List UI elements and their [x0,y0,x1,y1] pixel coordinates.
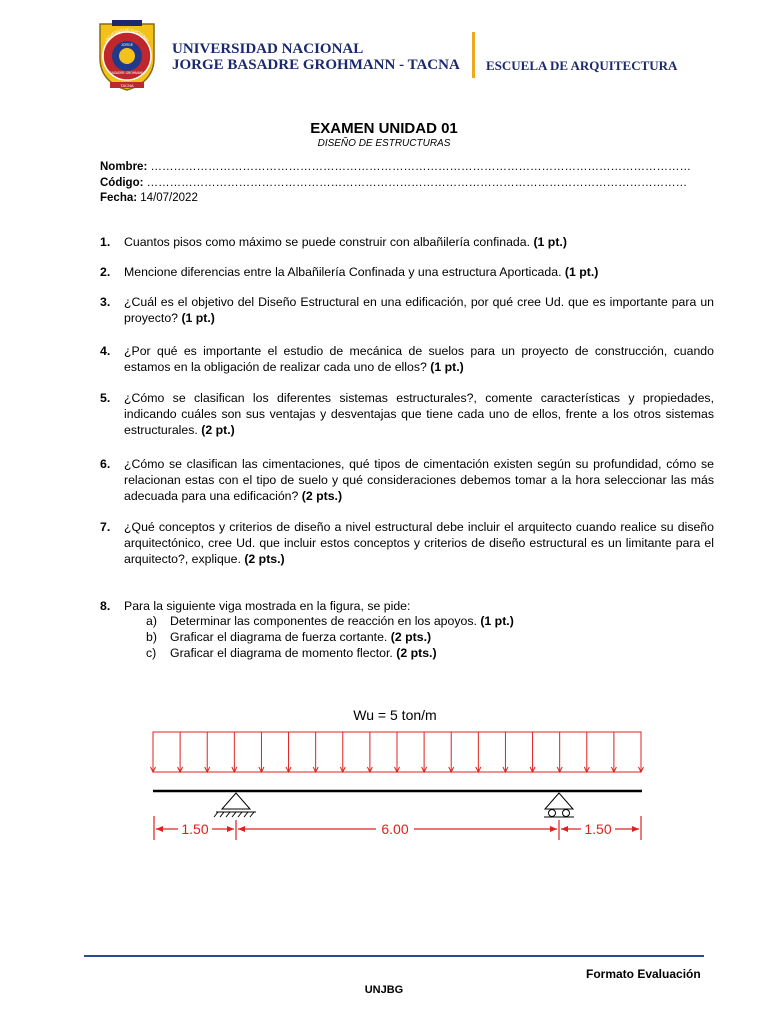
subitem-text: Determinar las componentes de reacción en los apoyos. [170,614,477,628]
question-text: Para la siguiente viga mostrada en la figura, se pide: [124,599,411,613]
dim-middle-label: 6.00 [381,821,409,837]
question-number: 8. [100,599,111,613]
question-number: 6. [100,457,111,471]
header-divider [472,32,475,78]
question-number: 2. [100,265,111,279]
university-line1: UNIVERSIDAD NACIONAL [172,41,364,57]
question-points: (1 pt.) [564,265,599,279]
subitem-a [146,613,514,629]
date-label: Fecha: [100,192,138,204]
question-points: (1 pt.) [181,311,215,325]
university-logo [92,18,162,94]
question-3 [100,294,714,326]
question-5 [100,390,714,438]
question-text: ¿Por qué es importante el estudio de mecánica de suelos para un proyecto de construcción, cuando estamos en la obligación de realizar cada uno de ellos? [124,344,714,374]
question-4 [100,343,714,375]
name-dots: …………………………………………………………………………………………………………………………… [150,161,691,173]
question-number: 3. [100,295,111,309]
subitem-b [146,629,431,645]
name-label: Nombre: [100,161,148,173]
logo-top-text: UNIVERSIDAD NACIONAL [103,26,151,44]
left-pin-support [214,793,256,817]
question-text: ¿Cuál es el objetivo del Diseño Estructural en una edificación, por qué cree Ud. que es importante para un proyecto? [124,295,714,325]
code-dots: …………………………………………………………………………………………………………………………… [146,177,688,189]
university-name [172,41,460,73]
name-field [100,161,691,173]
subitem-letter: a) [146,614,157,628]
dimension-lines [154,816,641,840]
date-field [100,192,198,204]
question-7 [100,519,714,567]
subitem-text: Graficar el diagrama de momento flector. [170,646,393,660]
question-number: 4. [100,344,111,358]
load-label: Wu = 5 ton/m [353,707,437,723]
question-points: (2 pt.) [201,423,235,437]
subitem-c [146,645,437,661]
logo-left-text: JORGE [120,43,134,47]
footer-institution: UNJBG [364,984,404,996]
dim-left-label: 1.50 [181,821,209,837]
dim-right-label: 1.50 [584,821,612,837]
exam-title: EXAMEN UNIDAD 01 [310,120,458,137]
exam-subtitle: DISEÑO DE ESTRUCTURAS [317,138,451,149]
question-points: (1 pt.) [533,235,567,249]
question-text: Mencione diferencias entre la Albañilería Confinada y una estructura Aporticada. [124,265,562,279]
school-name: ESCUELA DE ARQUITECTURA [486,58,678,73]
question-number: 1. [100,235,111,249]
question-text: ¿Cómo se clasifican las cimentaciones, qué tipos de cimentación existen según su profundidad, cómo se relacionan estas con el tipo de suelo y qué consideraciones debemos tomar a la hora seleccionar las más adecuada para una edificación? [124,457,714,503]
subitem-points: (1 pt.) [480,614,514,628]
subitem-text: Graficar el diagrama de fuerza cortante. [170,630,388,644]
question-text: Cuantos pisos como máximo se puede construir con albañilería confinada. [124,235,531,249]
question-points: (1 pt.) [430,360,464,374]
subitem-letter: c) [146,646,157,660]
beam-diagram [0,690,768,850]
subitem-letter: b) [146,630,157,644]
code-field [100,177,687,189]
code-label: Código: [100,177,144,189]
question-8 [100,598,714,614]
question-text: ¿Qué conceptos y criterios de diseño a nivel estructural debe incluir el arquitecto cuando realice su diseño arquitectónico, cree Ud. que incluir estos conceptos y criterios de diseño estructural es un limitante para el arquitecto?, explique. [124,520,714,566]
logo-bottom-text: TACNA [120,83,134,88]
university-line2: JORGE BASADRE GROHMANN - TACNA [172,57,460,73]
question-text: ¿Cómo se clasifican los diferentes sistemas estructurales?, comente características y propiedades, indicando cuáles son sus ventajas y desventajas que tiene cada uno de ellos, frente a los otros sistemas estructurales. [124,391,714,437]
question-1 [100,234,714,250]
footer-format-label: Formato Evaluación [586,967,701,981]
question-number: 7. [100,520,111,534]
question-points: (2 pts.) [301,489,343,503]
footer-line [84,955,704,957]
question-points: (2 pts.) [244,552,285,566]
date-value: 14/07/2022 [140,192,198,204]
question-6 [100,456,714,504]
subitem-points: (2 pts.) [396,646,437,660]
logo-right-text: BASADRE GROHMANN [109,71,145,75]
question-2 [100,264,714,280]
right-roller-support [544,793,574,817]
subitem-points: (2 pts.) [390,630,432,644]
distributed-load [151,732,644,772]
question-number: 5. [100,391,111,405]
